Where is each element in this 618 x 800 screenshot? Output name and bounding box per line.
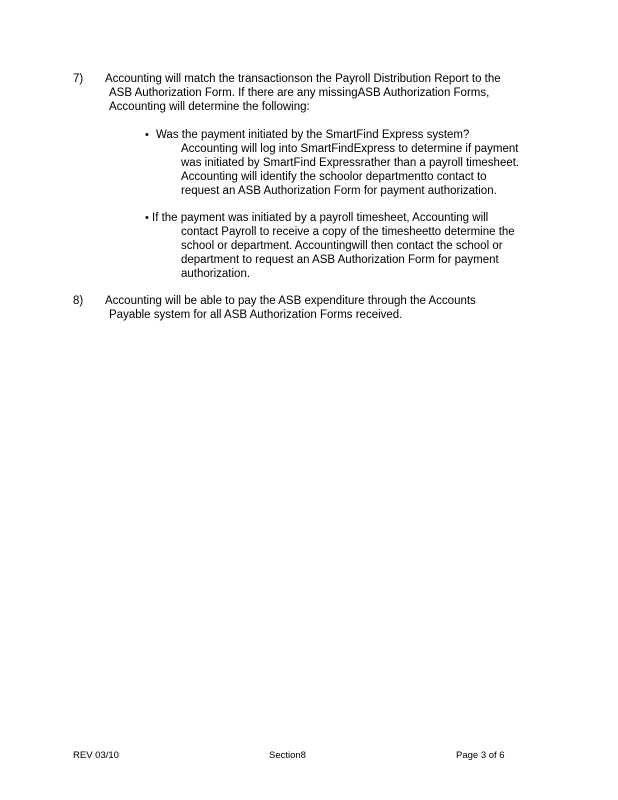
item-text-line: Accounting will determine the following: [109,101,310,113]
bullet-text-line: If the payment was initiated by a payroll timesheet, Accounting will [152,212,489,224]
bullet-text-line: department to request an ASB Authorization Form for payment [181,254,499,266]
bullet-icon: • [145,129,149,141]
bullet-text-line: Was the payment initiated by the SmartFind Express system? [156,129,470,141]
bullet-text-line: request an ASB Authorization Form for payment authorization. [181,185,497,197]
footer-section: Section8 [269,750,306,761]
bullet-text-line: authorization. [181,268,251,280]
item-text-line: Accounting will be able to pay the ASB expenditure through the Accounts [105,295,476,307]
footer-page-number: Page 3 of 6 [456,750,505,761]
item-number: 8) [73,295,84,307]
bullet-text-line: school or department. Accountingwill then contact the school or [181,240,503,252]
bullet-text-line: contact Payroll to receive a copy of the timesheetto determine the [181,226,515,238]
bullet-text-line: Accounting will identify the schoolor departmentto contact to [181,171,487,183]
item-text-line: ASB Authorization Form. If there are any missingASB Authorization Forms, [109,87,490,99]
item-number: 7) [73,73,84,85]
bullet-icon: • [145,212,149,224]
item-text-line: Accounting will match the transactionson the Payroll Distribution Report to the [105,73,501,85]
item-text-line: Payable system for all ASB Authorization Forms received. [109,309,403,321]
bullet-text-line: was initiated by SmartFind Expressrather than a payroll timesheet. [181,157,520,169]
footer-revision: REV 03/10 [73,750,119,761]
bullet-text-line: Accounting will log into SmartFindExpress to determine if payment [181,143,519,155]
